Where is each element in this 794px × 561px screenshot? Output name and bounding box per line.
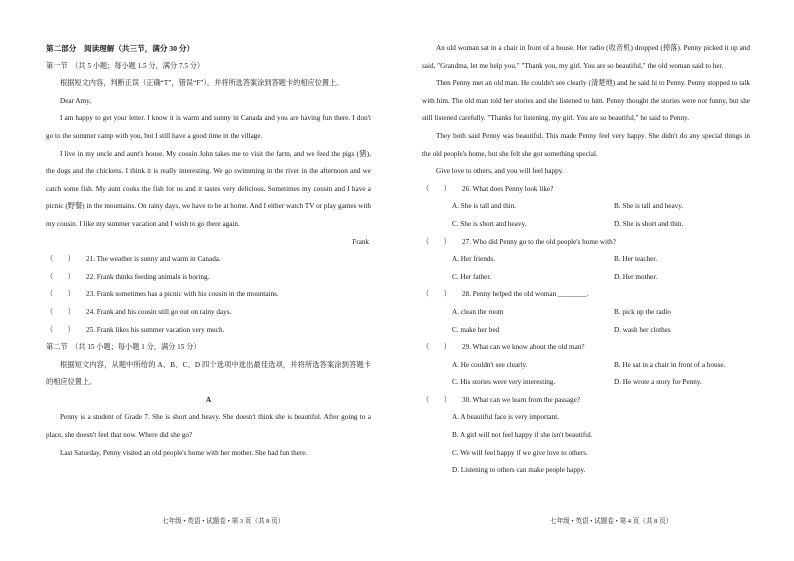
option-a[interactable]: A. A beautiful face is very important. xyxy=(452,413,559,422)
passage-paragraph: Then Penny met an old man. He couldn't see clearly (清楚地) and he said hi to Penny. Penny stopped to talk with him. The old man told her stories and she listened to him. Penny thought the stories were not funny, but she still listened carefully. "Thanks for listening, my girl. You are so beautiful," he said to Penny. xyxy=(422,79,750,123)
mc-question xyxy=(422,234,750,252)
right-page xyxy=(422,40,750,480)
option-a[interactable]: A. She is tall and thin. xyxy=(452,202,517,211)
page-footer-left: 七年级 • 英语 • 试题卷 • 第 3 页（共 8 页） xyxy=(162,518,285,525)
option-c[interactable]: C. His stories were very interesting. xyxy=(452,378,556,387)
question-text: 25. Frank likes his summer vacation very much. xyxy=(86,325,225,334)
option-row xyxy=(422,357,750,375)
tf-question xyxy=(46,304,371,322)
option-row xyxy=(422,462,750,480)
option-b[interactable]: B. He sat in a chair in front of a house. xyxy=(614,360,726,369)
question-text: 30. What can we learn from the passage? xyxy=(462,395,581,404)
answer-paren[interactable]: （ ） xyxy=(46,307,75,316)
mc-question xyxy=(422,392,750,410)
option-row xyxy=(422,216,750,234)
page-footer-right: 七年级 • 英语 • 试题卷 • 第 4 页（共 8 页） xyxy=(550,518,673,525)
passage-paragraph: They both said Penny was beautiful. This made Penny feel very happy. She didn't do any special things in the old people's home, but she felt she got something special. xyxy=(422,131,750,158)
tf-question xyxy=(46,286,371,304)
mc-question xyxy=(422,286,750,304)
tf-question xyxy=(46,269,371,287)
section1-header: 第一节 （共 5 小题；每小题 1.5 分，满分 7.5 分） xyxy=(46,61,205,70)
question-text: 21. The weather is sunny and warm in Canada. xyxy=(86,255,221,264)
tf-question xyxy=(46,251,371,269)
option-row xyxy=(422,427,750,445)
option-d[interactable]: D. wash her clothes xyxy=(614,325,671,334)
option-row xyxy=(422,198,750,216)
section2-instructions: 根据短文内容，从题中所给的 A、B、C、D 四个选项中选出最佳选项，并将所选答案涂到答题卡的相应位置上。 xyxy=(46,360,371,387)
section2-header: 第二节 （共 15 小题；每小题 1 分，满分 15 分） xyxy=(46,343,201,352)
option-row xyxy=(422,374,750,392)
passage-paragraph: An old woman sat in a chair in front of a house. Her radio (收音机) dropped (掉落). Penny picked it up and said, "Grandma, let me help you." "Thank you, my girl. You are so beautiful," the old woman said to her. xyxy=(422,44,750,70)
option-c[interactable]: C. make her bed xyxy=(452,325,500,334)
answer-paren[interactable]: （ ） xyxy=(46,255,75,264)
question-text: 22. Frank thinks feeding animals is boring. xyxy=(86,272,210,281)
option-d[interactable]: D. Her mother. xyxy=(614,272,658,281)
passage-paragraph: Give love to others, and you will feel happy. xyxy=(436,167,564,176)
option-a[interactable]: A. He couldn't see clearly. xyxy=(452,360,528,369)
option-a[interactable]: A. Her friends. xyxy=(452,255,496,264)
answer-paren[interactable]: （ ） xyxy=(46,290,75,299)
option-row xyxy=(422,251,750,269)
option-a[interactable]: A. clean the room xyxy=(452,307,504,316)
option-row xyxy=(422,322,750,340)
option-c[interactable]: C. She is short and heavy. xyxy=(452,219,527,228)
option-c[interactable]: C. Her father. xyxy=(452,272,492,281)
section1-instructions: 根据短文内容，判断正误（正确“T”，错误“F”）。并将所选答案涂到答题卡的相应位置上。 xyxy=(60,79,344,88)
letter-paragraph: I am happy to get your letter. I know it is warm and sunny in Canada and you are having fun there. I don't go to the summer camp with you, but I still have a good time in the village. xyxy=(46,114,371,140)
left-page xyxy=(46,40,371,462)
option-row xyxy=(422,409,750,427)
option-d[interactable]: D. Listening to others can make people happy. xyxy=(452,466,586,475)
letter-greeting: Dear Amy, xyxy=(60,96,92,105)
answer-paren[interactable]: （ ） xyxy=(422,395,451,404)
question-text: 28. Penny helped the old woman ________. xyxy=(462,290,589,299)
letter-signature: Frank xyxy=(352,237,369,246)
answer-paren[interactable]: （ ） xyxy=(422,184,451,193)
answer-paren[interactable]: （ ） xyxy=(422,237,451,246)
question-text: 23. Frank sometimes has a picnic with his cousin in the mountains. xyxy=(86,290,279,299)
passage-paragraph: Last Saturday, Penny visited an old people's home with her mother. She had fun there. xyxy=(60,448,308,457)
option-row xyxy=(422,445,750,463)
option-b[interactable]: B. She is tall and heavy. xyxy=(614,202,684,211)
passage-label: A xyxy=(205,395,212,404)
option-c[interactable]: C. We will feel happy if we give love to others. xyxy=(452,448,588,457)
answer-paren[interactable]: （ ） xyxy=(422,290,451,299)
tf-question xyxy=(46,322,371,340)
option-row xyxy=(422,269,750,287)
option-d[interactable]: D. He wrote a story for Penny. xyxy=(614,378,702,387)
mc-question xyxy=(422,339,750,357)
answer-paren[interactable]: （ ） xyxy=(46,272,75,281)
option-b[interactable]: B. A girl will not feel happy if she isn't beautiful. xyxy=(452,431,593,440)
passage-paragraph: Penny is a student of Grade 7. She is short and heavy. She doesn't think she is beautiful. After going to a place, she doesn't feel that now. Where did she go? xyxy=(46,413,371,440)
section-title: 第二部分 阅读理解（共三节，满分 30 分） xyxy=(46,44,195,53)
question-text: 26. What does Penny look like? xyxy=(462,184,554,193)
option-row xyxy=(422,304,750,322)
answer-paren[interactable]: （ ） xyxy=(46,325,75,334)
option-d[interactable]: D. She is short and thin. xyxy=(614,219,684,228)
option-b[interactable]: B. pick up the radio xyxy=(614,307,671,316)
question-text: 29. What can we know about the old man? xyxy=(462,343,585,352)
answer-paren[interactable]: （ ） xyxy=(422,343,451,352)
option-b[interactable]: B. Her teacher. xyxy=(614,255,658,264)
question-text: 24. Frank and his cousin still go out on rainy days. xyxy=(86,307,232,316)
letter-paragraph: I live in my uncle and aunt's house. My cousin John takes me to visit the farm, and we feed the pigs (猪), the dogs and the chickens. I think it is really interesting. We go swimming in the river in the afternoon and we catch some fish. My aunt cooks the fish for us and it tastes very delicious. Sometimes my cousin and I have a picnic (野餐) in the mountains. On rainy days, we have to be at home. And I either watch TV or play games with my cousin. I like my summer vacation and I wish to go there again. xyxy=(46,149,371,228)
mc-question xyxy=(422,181,750,199)
question-text: 27. Who did Penny go to the old people's home with? xyxy=(462,237,616,246)
